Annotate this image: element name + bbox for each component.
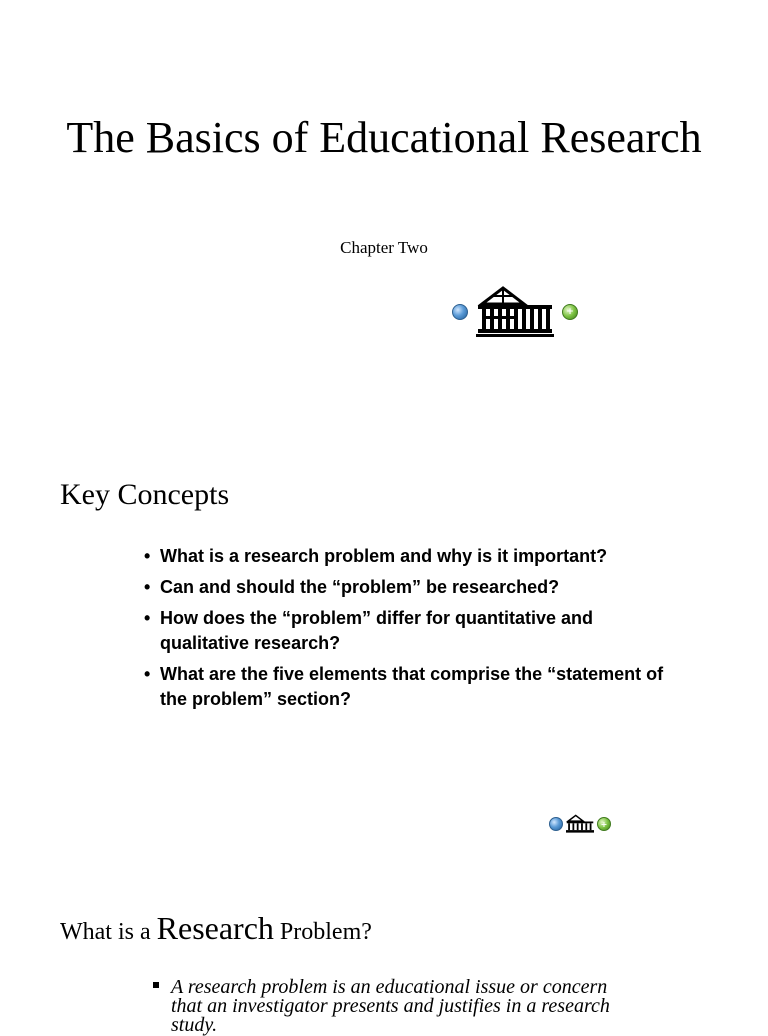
key-concepts-slide (0, 420, 768, 850)
slide-navigation (452, 286, 578, 338)
square-bullet-icon (153, 982, 159, 988)
slide-heading: Key Concepts (60, 478, 230, 511)
research-problem-slide (0, 850, 768, 1036)
heading-suffix: Problem? (273, 919, 372, 945)
slide-heading (60, 910, 372, 947)
list-item: • How does the “problem” differ for quantitative and qualitative research? (142, 606, 682, 656)
heading-prefix: What is a (60, 919, 157, 945)
back-button[interactable] (452, 304, 468, 320)
heading-emphasis: Research (156, 910, 274, 946)
slide-title: The Basics of Educational Research (66, 113, 702, 162)
slide-subtitle: Chapter Two (340, 238, 428, 257)
title-slide (0, 0, 768, 420)
definition-bullet (155, 978, 625, 1035)
forward-button[interactable]: + (597, 817, 611, 831)
museum-building-icon[interactable] (476, 286, 554, 338)
list-item: • What are the five elements that comprise the “statement of the problem” section? (142, 662, 682, 712)
list-item: • Can and should the “problem” be researched? (142, 575, 682, 600)
bullet-list (142, 544, 682, 718)
list-item: • What is a research problem and why is it important? (142, 544, 682, 569)
slide-navigation-small (549, 813, 611, 835)
back-button[interactable] (549, 817, 563, 831)
definition-text: A research problem is an educational issue or concern that an investigator presents and justifies in a research study. (171, 976, 610, 1036)
museum-building-icon[interactable] (566, 813, 594, 835)
forward-button[interactable]: + (562, 304, 578, 320)
